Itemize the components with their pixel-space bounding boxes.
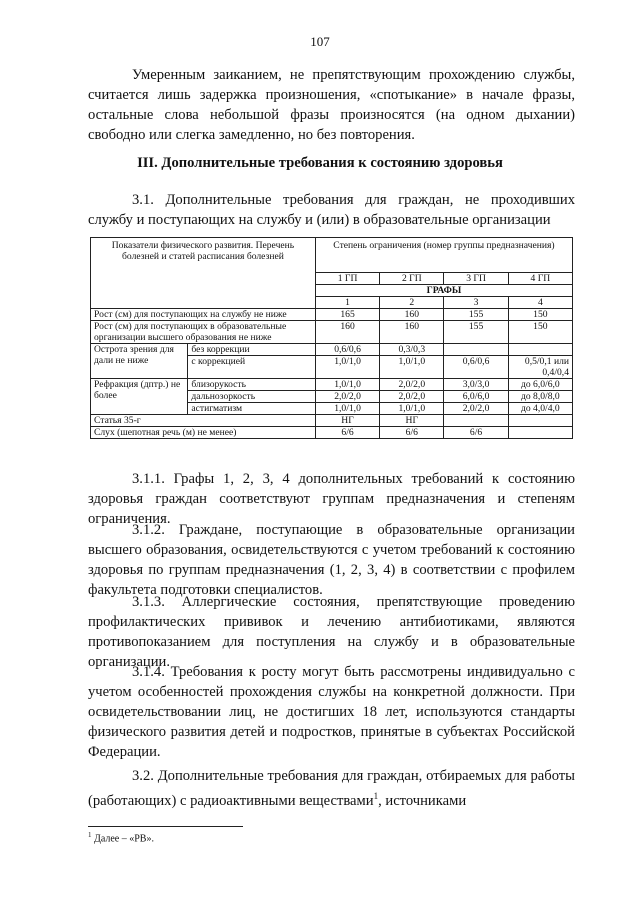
row-label: Статья 35-г: [91, 415, 316, 427]
paragraph-3-2: [88, 766, 575, 811]
table-cell: 6,0/6,0: [444, 391, 508, 403]
footnote-separator: [88, 826, 243, 827]
table-cell: [444, 415, 508, 427]
sub-row-label: дальнозоркость: [188, 391, 316, 403]
table-row: [91, 427, 573, 439]
table-cell: до 4,0/4,0: [508, 403, 572, 415]
table-cell: 6/6: [380, 427, 444, 439]
grafa-number: 1: [315, 297, 379, 309]
row-label: Слух (шепотная речь (м) не менее): [91, 427, 316, 439]
table-cell: 160: [380, 321, 444, 344]
table-cell: 1,0/1,0: [380, 356, 444, 379]
table-cell: НГ: [380, 415, 444, 427]
table-cell: 0,6/0,6: [444, 356, 508, 379]
group-label: 4 ГП: [508, 273, 572, 285]
page-number: 107: [310, 34, 330, 49]
table-row: [91, 415, 573, 427]
table-header-row: [91, 238, 573, 273]
header-restriction-degree: Степень ограничения (номер группы предназначения): [315, 238, 572, 273]
sub-row-label: без коррекции: [188, 344, 316, 356]
sub-row-label: близорукость: [188, 379, 316, 391]
requirements-table: [90, 237, 573, 439]
footnote-ref: 1: [373, 791, 379, 801]
table-cell: 155: [444, 321, 508, 344]
table-cell: [508, 427, 572, 439]
table-cell: 2,0/2,0: [380, 391, 444, 403]
paragraph-3-2-text: 3.2. Дополнительные требования для граждан, отбираемых для работы (работающих) с радиоактивными веществами: [88, 768, 575, 809]
table-cell: 150: [508, 309, 572, 321]
table-cell: НГ: [315, 415, 379, 427]
table-cell: 0,5/0,1 или 0,4/0,4: [508, 356, 572, 379]
table-row: [91, 379, 573, 391]
table-cell: 160: [380, 309, 444, 321]
group-label: 3 ГП: [444, 273, 508, 285]
sub-row-label: астигматизм: [188, 403, 316, 415]
table-cell: 1,0/1,0: [315, 356, 379, 379]
group-label: 1 ГП: [315, 273, 379, 285]
sub-row-label: с коррекцией: [188, 356, 316, 379]
table-cell: 155: [444, 309, 508, 321]
row-label: Острота зрения для дали не ниже: [91, 344, 188, 379]
table-cell: 160: [315, 321, 379, 344]
table-cell: 3,0/3,0: [444, 379, 508, 391]
table-cell: 150: [508, 321, 572, 344]
paragraph-3-1-4: 3.1.4. Требования к росту могут быть рассмотрены индивидуально с учетом особенностей прохождения службы на конкретной должности. При освидетельствовании лиц, не достигших 18 лет, используются стандарты физического развития детей и подростков, принятые в субъектах Российской Федерации.: [88, 664, 575, 760]
footnote-text: Далее – «РВ».: [91, 833, 154, 845]
table-cell: 1,0/1,0: [315, 379, 379, 391]
paragraph-3-2-continuation: , источниками: [378, 792, 467, 809]
paragraph-3-1-3: 3.1.3. Аллергические состояния, препятствующие проведению профилактических прививок и лечению антибиотиками, являются противопоказанием для поступления на службу и в образовательные организации.: [88, 594, 575, 670]
table-cell: [508, 344, 572, 356]
table-cell: до 6,0/6,0: [508, 379, 572, 391]
table-row: [91, 321, 573, 344]
grafy-label: ГРАФЫ: [315, 285, 572, 297]
intro-paragraph: Умеренным заиканием, не препятствующим прохождению службы, считается лишь задержка произношения, «спотыкание» в начале фразы, остальные слова небольшой фразы произносятся (на одном дыхании) свободно или слегка замедленно, но без повторения.: [88, 67, 575, 143]
table-cell: 2,0/2,0: [444, 403, 508, 415]
table-cell: 0,6/0,6: [315, 344, 379, 356]
grafa-number: 2: [380, 297, 444, 309]
footnote-mark: 1: [88, 831, 92, 839]
table-cell: 1,0/1,0: [315, 403, 379, 415]
paragraph-3-1-2: 3.1.2. Граждане, поступающие в образовательные организации высшего образования, освидетельствуются с учетом требований к состоянию здоровья по группам предназначения (1, 2, 3, 4) в соответствии с профилем факультета подготовки специалистов.: [88, 522, 575, 598]
table-cell: 6/6: [315, 427, 379, 439]
table-cell: [444, 344, 508, 356]
table-cell: 2,0/2,0: [315, 391, 379, 403]
table-cell: 165: [315, 309, 379, 321]
row-label: Рост (см) для поступающих на службу не ниже: [91, 309, 316, 321]
table-row: [91, 309, 573, 321]
grafa-number: 3: [444, 297, 508, 309]
footnote: [88, 831, 154, 844]
table-cell: 0,3/0,3: [380, 344, 444, 356]
paragraph-3-1-1: 3.1.1. Графы 1, 2, 3, 4 дополнительных требований к состоянию здоровья граждан соответствуют группам предназначения и степеням ограничения.: [88, 471, 575, 527]
group-label: 2 ГП: [380, 273, 444, 285]
table-cell: 6/6: [444, 427, 508, 439]
grafa-number: 4: [508, 297, 572, 309]
table-cell: до 8,0/8,0: [508, 391, 572, 403]
row-label: Рефракция (дптр.) не более: [91, 379, 188, 415]
table-cell: [508, 415, 572, 427]
section-heading: III. Дополнительные требования к состоянию здоровья: [137, 155, 503, 171]
table-row: [91, 344, 573, 356]
paragraph-3-1: 3.1. Дополнительные требования для граждан, не проходивших службу и поступающих на службу и (или) в образовательные организации: [88, 192, 575, 228]
table-cell: 2,0/2,0: [380, 379, 444, 391]
header-indicators: Показатели физического развития. Перечень болезней и статей расписания болезней: [91, 238, 316, 309]
row-label: Рост (см) для поступающих в образовательные организации высшего образования не ниже: [91, 321, 316, 344]
table-cell: 1,0/1,0: [380, 403, 444, 415]
